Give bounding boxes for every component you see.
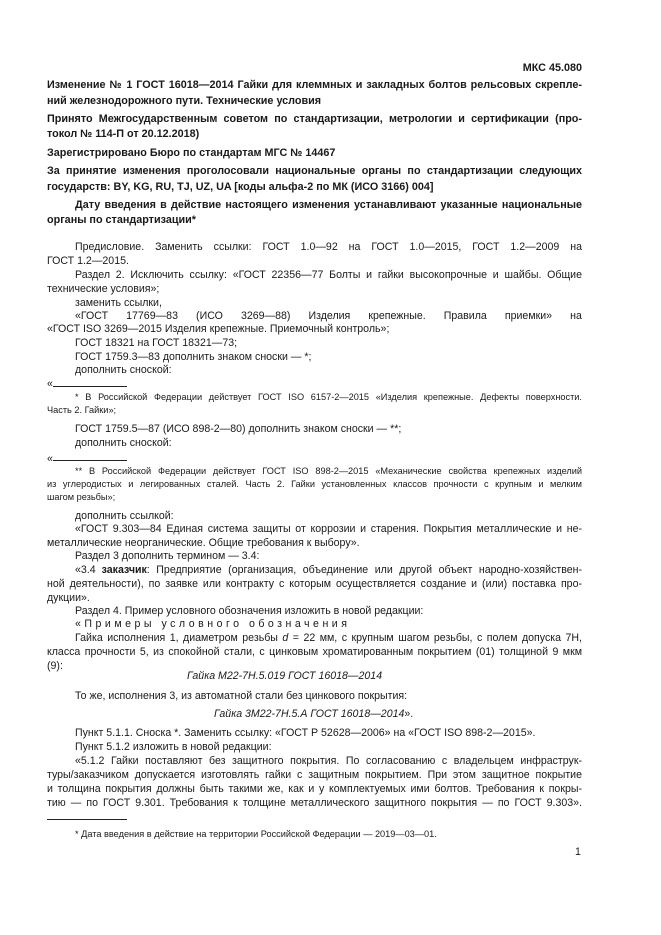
body-line: тию — по ГОСТ 9.301. Требования к толщине металлического защитного покрытия — по ГОСТ 9.303». <box>47 797 582 809</box>
effective-line: Дату введения в действие настоящего изменения устанавливают указанные национальные <box>75 199 582 211</box>
word: Правила <box>443 310 487 322</box>
body-line: технические условия»; <box>47 283 160 295</box>
body-line: и толщина покрытия должны быть такими же, как и у комплектуемых ими болтов. Требования к покры- <box>47 783 582 795</box>
body-line: туры/заказчиком допускается изготовлять гайки с защитным покрытием. При этом защитное покрытие <box>47 769 582 781</box>
example-text: = 22 мм, с крупным шагом резьбы, с полем допуска 7Н, <box>288 632 582 644</box>
word: 3269—88) <box>240 310 291 322</box>
page-footnote: * Дата введения в действие на территории Российской Федерации — 2019—03—01. <box>75 829 437 839</box>
adopted-line: Принято Межгосударственным советом по стандартизации, метрологии и сертификации (про- <box>47 113 582 125</box>
quote-mark: « <box>47 453 53 465</box>
designation-2-end: ». <box>404 708 414 720</box>
body-line: Пункт 5.1.2 изложить в новой редакции: <box>75 741 272 753</box>
word: приемки» <box>504 310 553 322</box>
voted-line: За принятие изменения проголосовали национальные органы по стандартизации следующих <box>47 165 582 177</box>
footnote-line: из углеродистых и легированных сталей. Часть 2. Гайки установленных классов прочности с крупным и мелким <box>47 479 582 489</box>
footnote-rule <box>53 460 127 461</box>
word: крепежные. <box>368 310 426 322</box>
designation-2: Гайка 3М22-7Н.5.А ГОСТ 16018—2014 <box>214 708 405 720</box>
word: 17769—83 <box>126 310 178 322</box>
footnote-line: ** В Российской Федерации действует ГОСТ ISO 898-2—2015 «Механические свойства крепежных изделий <box>75 466 582 476</box>
body-line: «5.1.2 Гайки поставляют без защитного покрытия. По согласованию с владельцем инфраструк- <box>75 755 582 767</box>
body-line: То же, исполнения 3, из автоматной стали без цинкового покрытия: <box>75 690 408 702</box>
body-line: ГОСТ 1.2—2015. <box>47 255 129 267</box>
footnote-rule <box>53 386 127 387</box>
variable-d: d <box>282 632 289 644</box>
adopted-line: токол № 114-П от 20.12.2018) <box>47 128 200 140</box>
title-line: ний железнодорожного пути. Технические условия <box>47 95 322 107</box>
body-line: Пункт 5.1.1. Сноска *. Заменить ссылку: «ГОСТ Р 52628—2006» на «ГОСТ ISO 898-2—2015». <box>75 727 536 739</box>
body-line: класса прочности 5, из спокойной стали, с цинковым хроматированным покрытием (01) толщиной 9 мкм <box>47 646 582 658</box>
body-line: ГОСТ 18321 на ГОСТ 18321—73; <box>75 337 238 349</box>
body-line: (9): <box>47 660 63 672</box>
term-line <box>75 563 582 578</box>
term-number: «3.4 <box>75 564 96 576</box>
footnote-line: Часть 2. Гайки»; <box>47 405 117 415</box>
body-line: Предисловие. Заменить ссылки: ГОСТ 1.0—92 на ГОСТ 1.0—2015, ГОСТ 1.2—2009 на <box>75 241 582 253</box>
body-line: дополнить сноской: <box>75 364 172 376</box>
example-line <box>75 631 582 646</box>
body-line: ной деятельности), по заявке или контракту с которым осуществляется создание и (или) поставка про- <box>47 578 582 590</box>
header-code: МКС 45.080 <box>522 62 582 74</box>
body-line: ГОСТ 1759.3—83 дополнить знаком сноски — *; <box>75 351 312 363</box>
body-line: дополнить сноской: <box>75 437 172 449</box>
registered-line: Зарегистрировано Бюро по стандартам МГС № 14467 <box>47 147 336 159</box>
body-line: Раздел 4. Пример условного обозначения изложить в новой редакции: <box>75 605 424 617</box>
body-line: дукции». <box>47 592 90 604</box>
effective-line: органы по стандартизации* <box>47 214 196 226</box>
designation-1: Гайка М22-7Н.5.019 ГОСТ 16018—2014 <box>187 670 383 682</box>
body-line: Раздел 2. Исключить ссылку: «ГОСТ 22356—77 Болты и гайки высокопрочные и шайбы. Общие <box>75 269 582 281</box>
quote-mark: « <box>47 378 53 390</box>
body-line: ГОСТ 1759.5—87 (ИСО 898-2—80) дополнить знаком сноски — **; <box>75 423 402 435</box>
body-line: «ГОСТ 9.303—84 Единая система защиты от коррозии и старения. Покрытия металлические и не- <box>75 523 582 535</box>
word: «ГОСТ <box>75 310 109 322</box>
example-text: Гайка исполнения 1, диаметром резьбы <box>75 632 283 644</box>
footnote-line: * В Российской Федерации действует ГОСТ ISO 6157-2—2015 «Изделия крепежные. Дефекты поверхности. <box>75 392 582 402</box>
term-name: заказчик <box>101 564 147 576</box>
designation-2-line <box>214 707 413 722</box>
voted-line: государств: BY, KG, RU, TJ, UZ, UA [коды альфа-2 по МК (ИСО 3166) 004] <box>47 181 434 193</box>
term-definition: : Предприятие (организация, объединение или другой объект народно-хозяйствен- <box>146 564 582 576</box>
footnote-line: шагом резьбы»; <box>47 492 116 502</box>
title-line: Изменение № 1 ГОСТ 16018—2014 Гайки для клеммных и закладных болтов рельсовых скрепле- <box>47 79 582 91</box>
word: на <box>570 310 582 322</box>
body-line: Раздел 3 дополнить термином — 3.4: <box>75 550 260 562</box>
page-number: 1 <box>575 846 581 858</box>
example-heading: «Примеры условного обозначения <box>75 618 351 630</box>
body-line: «ГОСТ ISO 3269—2015 Изделия крепежные. Приемочный контроль»; <box>47 323 390 335</box>
body-line: заменить ссылки, <box>75 297 162 309</box>
word: (ИСО <box>196 310 223 322</box>
body-line: дополнить ссылкой: <box>75 510 174 522</box>
page-footnote-rule <box>47 819 127 820</box>
body-line: металлические неорганические. Общие требования к выбору». <box>47 537 360 549</box>
word: Изделия <box>308 310 351 322</box>
